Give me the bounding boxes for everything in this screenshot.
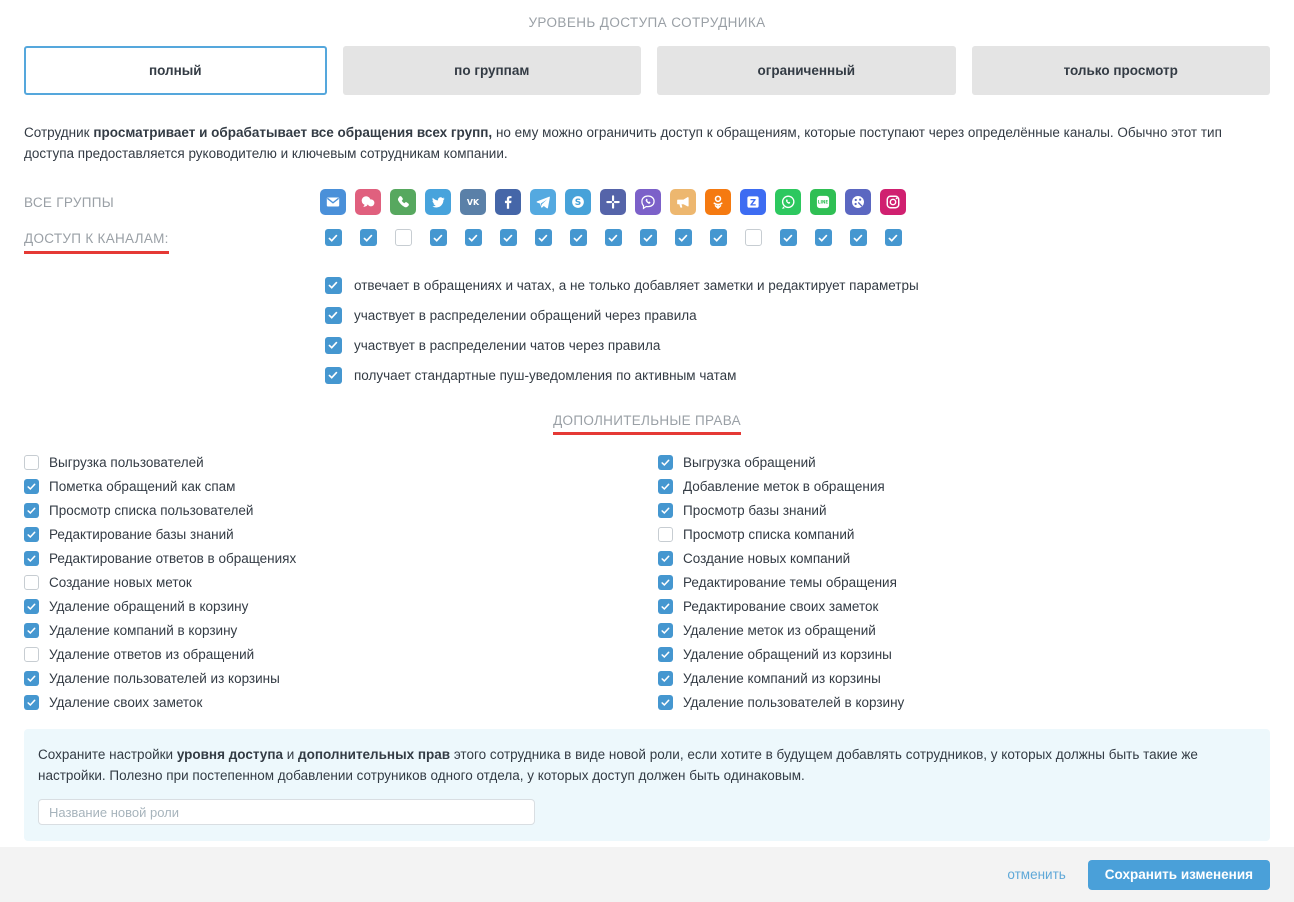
- right-item: [658, 450, 904, 474]
- right-item: [24, 522, 658, 546]
- facebook-icon: [495, 189, 521, 215]
- right-item: [24, 546, 658, 570]
- footer-actions: [0, 847, 1294, 902]
- right-label: Создание новых меток: [49, 574, 192, 590]
- permission-label: получает стандартные пуш-уведомления по активным чатам: [354, 367, 737, 383]
- right-item: [658, 666, 904, 690]
- right-label: Просмотр списка компаний: [683, 526, 855, 542]
- phone-icon: [390, 189, 416, 215]
- telegram-icon: [530, 189, 556, 215]
- right-label: Удаление своих заметок: [49, 694, 203, 710]
- zendesk-icon: [740, 189, 766, 215]
- right-item: [24, 570, 658, 594]
- right-label: Удаление компаний из корзины: [683, 670, 881, 686]
- right-label: Добавление меток в обращения: [683, 478, 885, 494]
- right-label: Удаление пользователей из корзины: [49, 670, 280, 686]
- right-label: Удаление компаний в корзину: [49, 622, 238, 638]
- checkbox[interactable]: [24, 551, 39, 566]
- odnoklassniki-icon: [705, 189, 731, 215]
- checkbox[interactable]: [24, 479, 39, 494]
- viber-icon: [635, 189, 661, 215]
- checkbox[interactable]: [24, 671, 39, 686]
- right-label: Создание новых компаний: [683, 550, 851, 566]
- permission-row: [320, 270, 1270, 300]
- svg-text:Z: Z: [749, 197, 757, 208]
- whatsapp-icon: [775, 189, 801, 215]
- right-label: Просмотр базы знаний: [683, 502, 827, 518]
- checkbox[interactable]: [570, 229, 587, 246]
- checkbox[interactable]: [24, 575, 39, 590]
- svg-text:VK: VK: [466, 198, 480, 208]
- checkbox[interactable]: [710, 229, 727, 246]
- checkbox[interactable]: [325, 229, 342, 246]
- right-item: [658, 522, 904, 546]
- right-label: Выгрузка обращений: [683, 454, 816, 470]
- checkbox[interactable]: [658, 671, 673, 686]
- permission-label: участвует в распределении чатов через правила: [354, 337, 661, 353]
- checkbox[interactable]: [24, 695, 39, 710]
- permissions-list: [320, 270, 1270, 390]
- line-icon: [810, 189, 836, 215]
- right-item: [658, 474, 904, 498]
- channel-icons-row: [320, 189, 906, 215]
- rights-column-left: [24, 450, 658, 714]
- right-item: [658, 690, 904, 714]
- right-item: [24, 642, 658, 666]
- channel-checkbox-row: [320, 229, 906, 246]
- access-level-description: Сотрудник просматривает и обрабатывает все обращения всех групп, но ему можно ограничить доступ к обращениям, которые поступают через определённые каналы. Обычно этот тип доступа предоставляется руководителю и ключевым сотрудникам компании.: [24, 125, 1222, 161]
- channels-section: [24, 189, 1270, 254]
- cancel-link[interactable]: отменить: [1007, 867, 1066, 882]
- skype-icon: [565, 189, 591, 215]
- right-label: Пометка обращений как спам: [49, 478, 236, 494]
- right-label: Редактирование своих заметок: [683, 598, 879, 614]
- checkbox[interactable]: [640, 229, 657, 246]
- right-item: [24, 690, 658, 714]
- right-label: Редактирование базы знаний: [49, 526, 234, 542]
- checkbox[interactable]: [675, 229, 692, 246]
- checkbox[interactable]: [658, 455, 673, 470]
- checkbox[interactable]: [465, 229, 482, 246]
- checkbox[interactable]: [745, 229, 762, 246]
- twitter-icon: [425, 189, 451, 215]
- tab-full[interactable]: полный: [24, 46, 327, 95]
- checkbox[interactable]: [658, 623, 673, 638]
- right-label: Удаление меток из обращений: [683, 622, 876, 638]
- checkbox[interactable]: [395, 229, 412, 246]
- additional-rights-grid: [24, 450, 1270, 714]
- svg-text:LINE: LINE: [817, 199, 829, 205]
- tab-limited[interactable]: ограниченный: [657, 46, 956, 95]
- tab-view-only[interactable]: только просмотр: [972, 46, 1271, 95]
- right-item: [658, 594, 904, 618]
- permission-label: отвечает в обращениях и чатах, а не только добавляет заметки и редактирует параметры: [354, 277, 919, 293]
- right-item: [658, 642, 904, 666]
- permission-row: [320, 330, 1270, 360]
- save-role-panel: [24, 729, 1270, 841]
- checkbox[interactable]: [850, 229, 867, 246]
- right-label: Выгрузка пользователей: [49, 454, 204, 470]
- checkbox[interactable]: [815, 229, 832, 246]
- chat-icon: [355, 189, 381, 215]
- checkbox[interactable]: [430, 229, 447, 246]
- checkbox[interactable]: [24, 647, 39, 662]
- right-label: Удаление ответов из обращений: [49, 646, 255, 662]
- right-item: [658, 570, 904, 594]
- checkbox[interactable]: [535, 229, 552, 246]
- all-groups-label: ВСЕ ГРУППЫ: [24, 195, 115, 210]
- checkbox[interactable]: [780, 229, 797, 246]
- page-title: УРОВЕНЬ ДОСТУПА СОТРУДНИКА: [528, 15, 766, 30]
- checkbox[interactable]: [605, 229, 622, 246]
- right-label: Редактирование ответов в обращениях: [49, 550, 297, 566]
- permission-row: [320, 300, 1270, 330]
- checkbox[interactable]: [24, 503, 39, 518]
- new-role-name-input[interactable]: [38, 799, 535, 825]
- save-role-text: Сохраните настройки уровня доступа и дополнительных прав этого сотрудника в виде новой роли, если хотите в будущем добавлять сотрудников, у которых должны быть такие же настройки. Полезно при постепенном добавлении сотруников одного отдела, у которых доступ должен быть одинаковым.: [38, 747, 1198, 783]
- email-icon: [320, 189, 346, 215]
- vk-icon: [460, 189, 486, 215]
- svg-text:S: S: [574, 198, 582, 209]
- right-item: [658, 498, 904, 522]
- right-label: Редактирование темы обращения: [683, 574, 897, 590]
- permission-label: участвует в распределении обращений через правила: [354, 307, 697, 323]
- right-item: [658, 618, 904, 642]
- checkbox[interactable]: [325, 277, 342, 294]
- right-item: [24, 474, 658, 498]
- checkbox[interactable]: [360, 229, 377, 246]
- tab-by-groups[interactable]: по группам: [343, 46, 642, 95]
- right-label: Удаление обращений в корзину: [49, 598, 249, 614]
- right-label: Удаление пользователей в корзину: [683, 694, 905, 710]
- right-item: [24, 498, 658, 522]
- checkbox[interactable]: [885, 229, 902, 246]
- checkbox[interactable]: [658, 479, 673, 494]
- instagram-icon: [880, 189, 906, 215]
- additional-rights-heading: ДОПОЛНИТЕЛЬНЫЕ ПРАВА: [553, 413, 741, 435]
- right-label: Удаление обращений из корзины: [683, 646, 892, 662]
- checkbox[interactable]: [500, 229, 517, 246]
- checkbox[interactable]: [658, 575, 673, 590]
- checkbox[interactable]: [658, 599, 673, 614]
- right-item: [24, 450, 658, 474]
- checkbox[interactable]: [24, 599, 39, 614]
- checkbox[interactable]: [658, 527, 673, 542]
- checkbox[interactable]: [24, 527, 39, 542]
- access-level-tabs: [24, 46, 1270, 95]
- right-item: [658, 546, 904, 570]
- permission-row: [320, 360, 1270, 390]
- checkbox[interactable]: [658, 647, 673, 662]
- checkbox[interactable]: [325, 307, 342, 324]
- rights-column-right: [658, 450, 904, 714]
- save-changes-button[interactable]: Сохранить изменения: [1088, 860, 1270, 890]
- checkbox[interactable]: [658, 695, 673, 710]
- megaphone-icon: [670, 189, 696, 215]
- right-label: Просмотр списка пользователей: [49, 502, 254, 518]
- channel-access-label: ДОСТУП К КАНАЛАМ:: [24, 231, 169, 254]
- checkbox[interactable]: [658, 551, 673, 566]
- checkbox[interactable]: [658, 503, 673, 518]
- right-item: [24, 618, 658, 642]
- right-item: [24, 594, 658, 618]
- right-item: [24, 666, 658, 690]
- checkbox[interactable]: [325, 367, 342, 384]
- slack-icon: [600, 189, 626, 215]
- custom-channel-icon: [845, 189, 871, 215]
- checkbox[interactable]: [24, 455, 39, 470]
- checkbox[interactable]: [325, 337, 342, 354]
- checkbox[interactable]: [24, 623, 39, 638]
